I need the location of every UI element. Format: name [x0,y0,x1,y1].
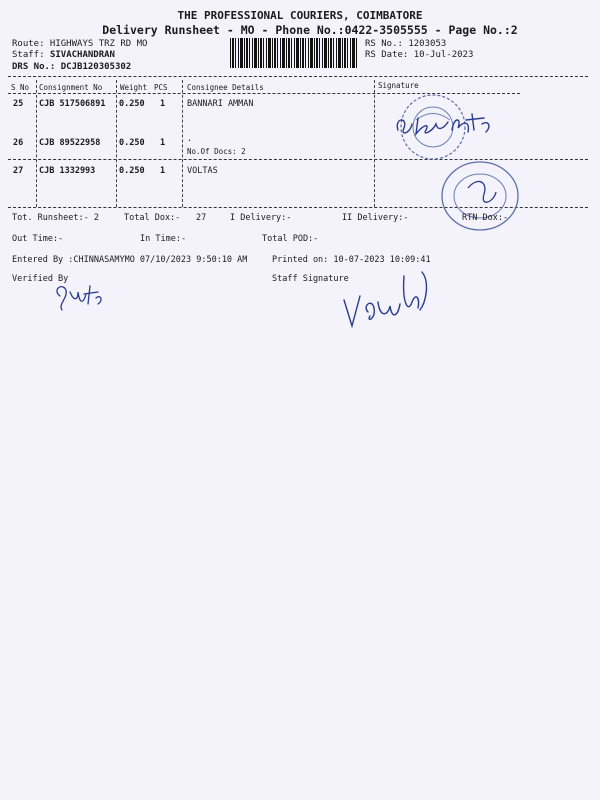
cell-pcs: 1 [160,99,166,109]
col-header-consignee: Consignee Details [187,83,264,92]
cell-pcs: 1 [160,138,166,148]
total-dox-label: Total Dox:- [124,213,181,223]
verified-by-label: Verified By [12,274,69,284]
cell-sno: 26 [13,138,24,148]
total-runsheet: Tot. Runsheet:- 2 [12,213,99,223]
column-divider [374,80,375,207]
verifier-signature [48,280,108,314]
staff-value: SIVACHANDRAN [49,50,115,60]
staff-info [12,50,115,60]
table-top-rule [8,76,588,77]
column-divider [116,80,117,207]
entered-by: Entered By :CHINNASAMYMO 07/10/2023 9:50:10 AM [12,255,248,265]
total-pod: Total POD:- [262,234,319,244]
cell-weight: 0.250 [119,166,145,176]
column-divider [182,80,183,207]
cell-weight: 0.250 [119,138,145,148]
cell-weight: 0.250 [119,99,145,109]
cell-consignment: CJB 89522958 [39,138,101,148]
cell-consignment: CJB 517506891 [39,99,106,109]
printed-on: Printed on: 10-07-2023 10:09:41 [272,255,431,265]
cell-sno: 27 [13,166,24,176]
cell-consignee: VOLTAS [187,166,218,176]
col-header-consignment: Consignment No [39,83,103,92]
drs-number: DRS No.: DCJB120305302 [12,62,132,72]
col-header-weight: Weight [120,83,148,92]
route-info: Route: HIGHWAYS TRZ RD MO [12,39,148,49]
rs-date: RS Date: 10-Jul-2023 [365,50,474,60]
staff-handwritten-signature [340,262,440,334]
staff-signature-label: Staff Signature [272,274,349,284]
handwritten-signature-1 [392,110,502,140]
document-subtitle: Delivery Runsheet - MO - Phone No.:0422-3505555 - Page No.:2 [102,23,518,37]
second-delivery: II Delivery:- [342,213,409,223]
first-delivery: I Delivery:- [230,213,292,223]
in-time: In Time:- [140,234,187,244]
cell-sno: 25 [13,99,24,109]
col-header-pcs: PCS [154,83,168,92]
column-divider [36,80,37,207]
out-time: Out Time:- [12,234,64,244]
barcode [230,38,358,68]
total-dox-value: 27 [196,213,207,223]
col-header-sno: S No [11,83,30,92]
document-title: THE PROFESSIONAL COURIERS, COIMBATORE [177,9,423,22]
col-header-signature: Signature [378,81,419,90]
cell-consignee: . [187,134,193,144]
return-dox: RTN Dox:- [462,213,509,223]
cell-pcs: 1 [160,166,166,176]
cell-note: No.Of Docs: 2 [187,147,246,156]
staff-label: Staff: [12,50,45,60]
rs-number: RS No.: 1203053 [365,39,447,49]
cell-consignment: CJB 1332993 [39,166,96,176]
cell-consignee: BANNARI AMMAN [187,99,254,109]
